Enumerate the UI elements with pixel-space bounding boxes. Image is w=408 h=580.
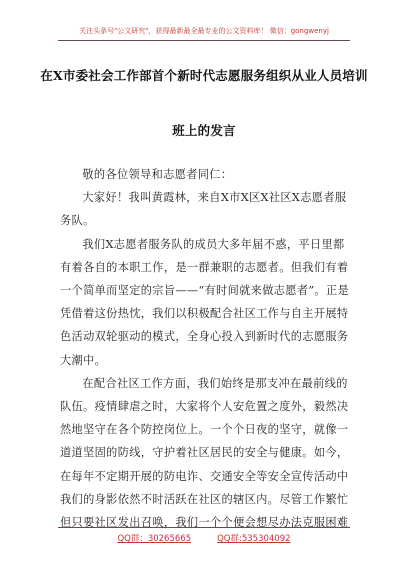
salutation: 敬的各位领导和志愿者同仁： (82, 168, 233, 181)
qq-group-link-1[interactable]: QQ群：30265665 (117, 534, 192, 544)
header-banner: 关注头条号"公文研究"，获得最新最全最专业的公文资料库！ 微信：gongwenyj (79, 27, 329, 35)
document-title-line-2: 班上的发言 (172, 123, 236, 138)
qq-group-link-2[interactable]: QQ群:535304092 (217, 534, 291, 544)
footer (0, 533, 408, 545)
body-paragraph: 我们X志愿者服务队的成员大多年届不惑，平日里都有着各自的本职工作，是一群兼职的志愿者。但我们有着一个简单而坚定的宗旨——“有时间就来做志愿者”。正是凭借着这份热忱，我们以积极配合社区工作与自主开展特色活动双轮驱动的模式，全身心投入到新时代的志愿服务大潮中。 (60, 237, 350, 367)
document-title-line-1: 在X市委社会工作部首个新时代志愿服务组织从业人员培训 (40, 68, 368, 83)
document-body (60, 163, 352, 534)
header-divider (58, 40, 350, 41)
body-paragraph: 大家好！我叫黄霞林，来自X市X区X社区X志愿者服务队。 (60, 191, 347, 228)
body-paragraph: 在配合社区工作方面，我们始终是那支冲在最前线的队伍。疫情肆虐之时，大家将个人安危置之度外，毅然决然地坚守在各个防控岗位上。一个个日夜的坚守，就像一道道坚固的防线，守护着社区居民的安全与健康。如今，在每年不定期开展的防电诈、交通安全等安全宣传活动中我们的身影依然不时活跃在社区的辖区内。尽管工作繁忙但只要社区发出召唤，我们一个个便会想尽办法克服困难 (60, 376, 349, 530)
footer-divider (58, 527, 350, 528)
